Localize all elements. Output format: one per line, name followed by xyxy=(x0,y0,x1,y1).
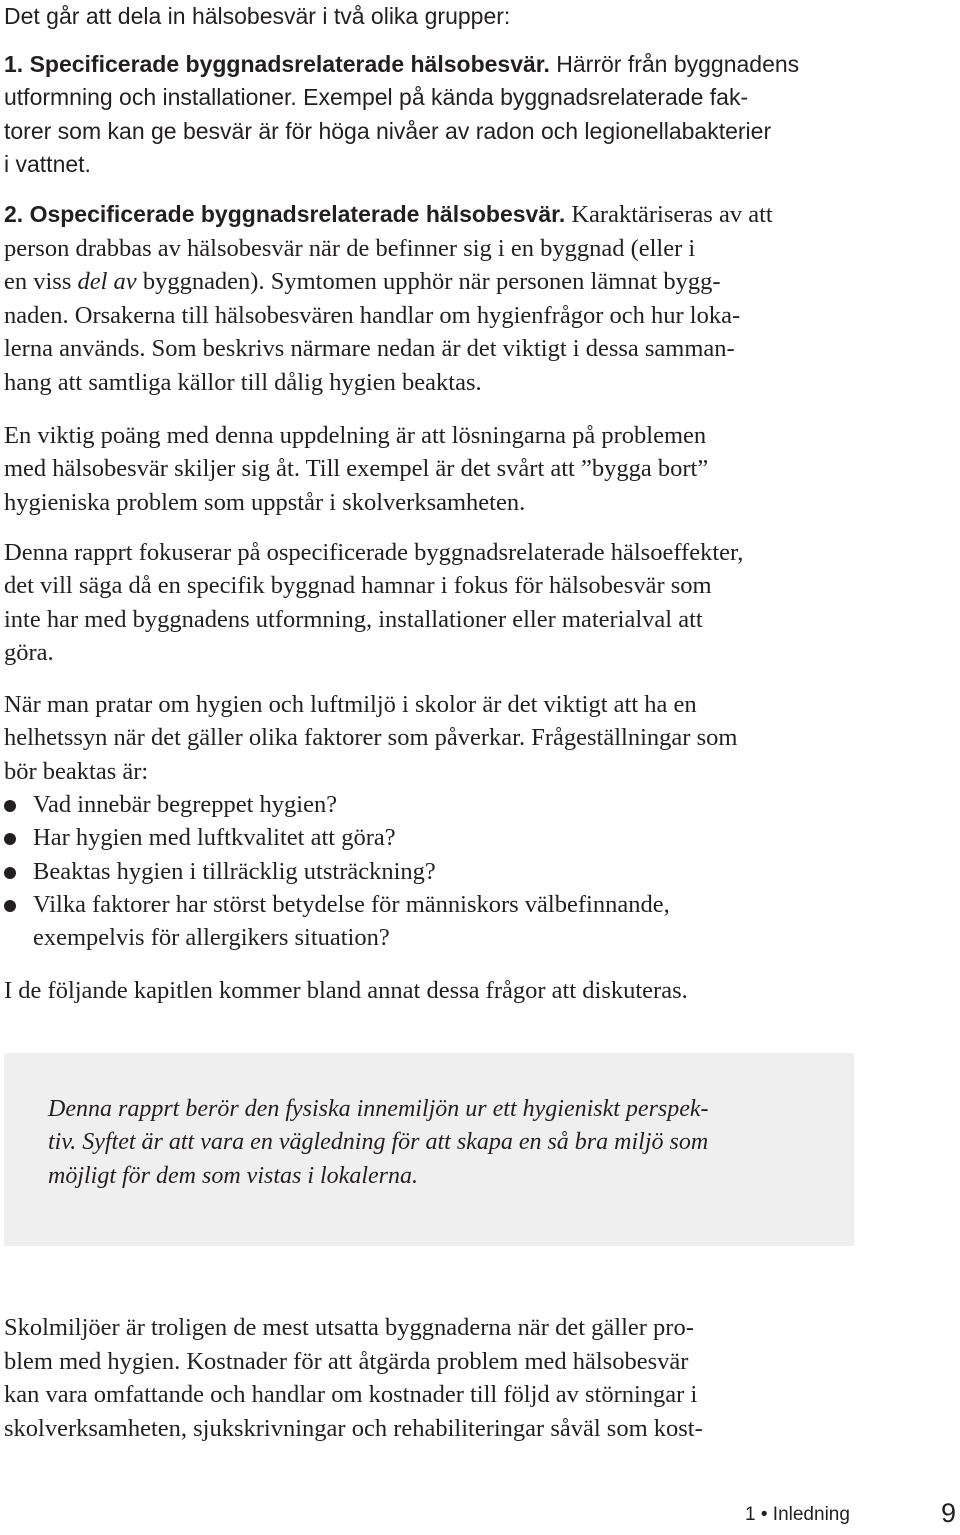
item1-line-4: i vattnet. xyxy=(4,151,91,177)
footer-chapter-number: 1 xyxy=(745,1504,756,1525)
callout-box xyxy=(4,1053,854,1246)
item2-line-1 xyxy=(4,198,773,231)
bullet-dot-icon xyxy=(4,833,16,845)
para2-line-4: göra. xyxy=(4,639,54,666)
item2-line-3 xyxy=(4,265,720,298)
para3-line-3: bör beaktas är: xyxy=(4,758,149,785)
para3-line-2: helhetssyn när det gäller olika faktorer som påverkar. Frågeställningar som xyxy=(4,724,738,751)
page-number: 9 xyxy=(940,1498,956,1528)
bullet-text-4-cont: exempelvis för allergikers situation? xyxy=(33,924,390,951)
item1-line-2: utformning och installationer. Exempel på kända byggnadsrelaterade fak- xyxy=(4,84,749,110)
para1-line-3: hygieniska problem som uppstår i skolverksamheten. xyxy=(4,489,526,516)
bullet-item-2 xyxy=(4,821,904,855)
item2-line-4: naden. Orsakerna till hälsobesvären handlar om hygienfrågor och hur loka- xyxy=(4,302,741,329)
item2-line-2: person drabbas av hälsobesvär när de befinner sig i en byggnad (eller i xyxy=(4,235,696,262)
bullet-text-4: Vilka faktorer har störst betydelse för människors välbefinnande, xyxy=(33,891,670,918)
para5-line-3: kan vara omfattande och handlar om kostnader till följd av störningar i xyxy=(4,1381,698,1408)
item2-line-5: lerna används. Som beskrivs närmare nedan är det viktigt i dessa samman- xyxy=(4,335,735,362)
callout-line-1: Denna rapprt berör den fysiska innemiljön ur ett hygieniskt perspek- xyxy=(48,1096,709,1122)
footer-chapter-title: Inledning xyxy=(772,1504,850,1525)
para5-line-4: skolverksamheten, sjukskrivningar och rehabiliteringar såväl som kost- xyxy=(4,1415,703,1442)
para4: I de följande kapitlen kommer bland annat dessa frågor att diskuteras. xyxy=(4,977,688,1004)
para1-line-2: med hälsobesvär skiljer sig åt. Till exempel är det svårt att ”bygga bort” xyxy=(4,455,709,482)
callout-line-2: tiv. Syftet är att vara en vägledning för att skapa en så bra miljö som xyxy=(48,1129,709,1155)
para5-line-1: Skolmiljöer är troligen de mest utsatta byggnaderna när det gäller pro- xyxy=(4,1314,694,1341)
item2-text: Karaktäriseras av att xyxy=(565,201,773,228)
item2-text-pre: en viss xyxy=(4,268,78,295)
bullet-item-4 xyxy=(4,888,904,956)
item1-text: Härrör från byggnadens xyxy=(549,51,800,77)
para2-line-3: inte har med byggnadens utformning, installationer eller materialval att xyxy=(4,606,703,633)
bullet-dot-icon xyxy=(4,867,16,879)
bullet-text-3: Beaktas hygien i tillräcklig utsträckning? xyxy=(33,858,436,885)
para1-line-1: En viktig poäng med denna uppdelning är att lösningarna på problemen xyxy=(4,422,707,449)
item2-lead: 2. Ospecificerade byggnadsrelaterade hälsobesvär. xyxy=(4,201,566,227)
footer-chapter xyxy=(745,1504,850,1526)
item1-line-1 xyxy=(4,48,799,81)
para5-line-2: blem med hygien. Kostnader för att åtgärda problem med hälsobesvär xyxy=(4,1348,689,1375)
callout-line-3: möjligt för dem som vistas i lokalerna. xyxy=(48,1163,418,1189)
footer-separator: • xyxy=(760,1504,768,1525)
bullet-text-1: Vad innebär begreppet hygien? xyxy=(33,791,338,818)
para2-line-2: det vill säga då en specifik byggnad hamnar i fokus för hälsobesvär som xyxy=(4,572,712,599)
item1-line-3: torer som kan ge besvär är för höga nivåer av radon och legionellabakterier xyxy=(4,118,772,144)
bullet-dot-icon xyxy=(4,800,16,812)
bullet-text-2: Har hygien med luftkvalitet att göra? xyxy=(33,824,396,851)
intro-text: Det går att dela in hälsobesvär i två olika grupper: xyxy=(4,3,511,29)
item2-emphasis: del av xyxy=(77,268,137,295)
para3-line-1: När man pratar om hygien och luftmiljö i skolor är det viktigt att ha en xyxy=(4,691,697,718)
item2-line-6: hang att samtliga källor till dålig hygien beaktas. xyxy=(4,369,482,396)
bullet-dot-icon xyxy=(4,900,16,912)
item1-lead: 1. Specificerade byggnadsrelaterade hälsobesvär. xyxy=(4,51,550,77)
bullet-item-1 xyxy=(4,788,904,822)
para2-line-1: Denna rapprt fokuserar på ospecificerade byggnadsrelaterade hälsoeffekter, xyxy=(4,539,744,566)
bullet-item-3 xyxy=(4,855,904,889)
item2-text-post: byggnaden). Symtomen upphör när personen lämnat bygg- xyxy=(136,268,721,295)
